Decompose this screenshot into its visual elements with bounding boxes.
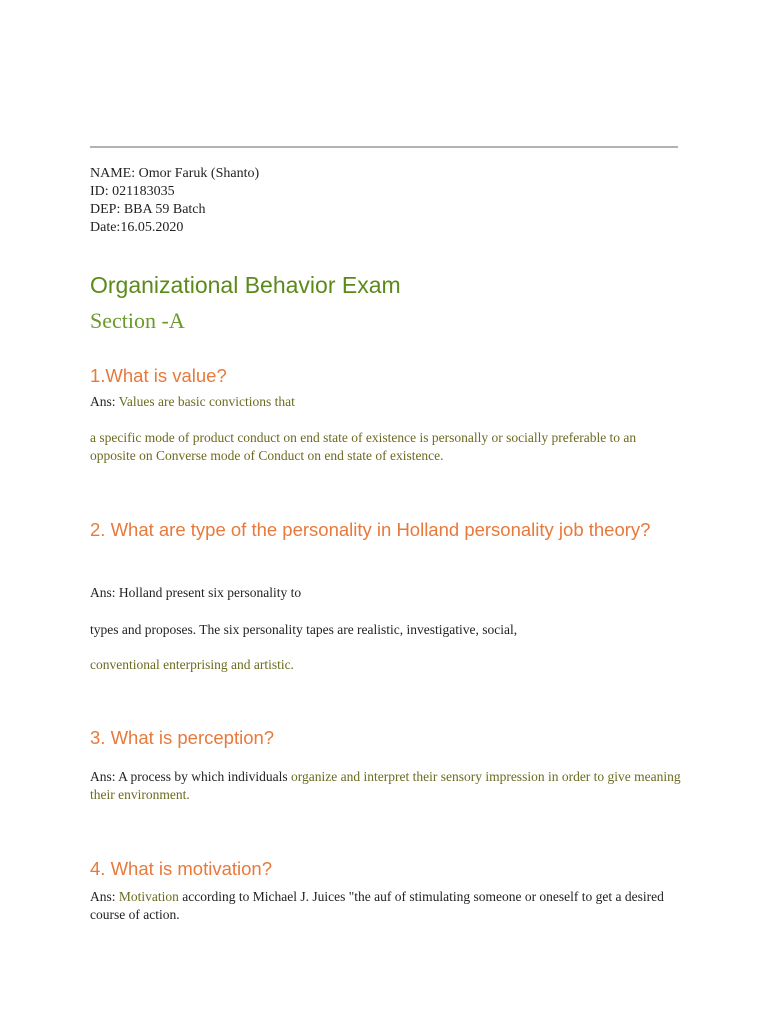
student-name: NAME: Omor Faruk (Shanto) [90, 166, 260, 181]
answer-label: Ans: [90, 585, 116, 600]
question-2-heading: 2. What are type of the personality in Holland personality job theory? [90, 519, 651, 540]
answer-text-green: organize and interpret their sensory impression in order to give meaning their environment. [90, 769, 681, 802]
question-4-heading: 4. What is motivation? [90, 858, 272, 879]
answer-label: Ans: [90, 889, 116, 904]
exam-date: Date:16.05.2020 [90, 220, 184, 235]
question-3-heading: 3. What is perception? [90, 727, 275, 748]
answer-text: Values are basic convictions that [115, 394, 295, 409]
student-id: ID: 021183035 [90, 184, 175, 199]
answer-text: Holland present six personality to [115, 585, 302, 600]
answer-text-dark: A process by which individuals [115, 769, 292, 784]
question-2-answer-line-1 [90, 584, 682, 602]
document-title: Organizational Behavior Exam [90, 272, 401, 298]
question-2-answer-line-3: conventional enterprising and artistic. [90, 657, 294, 672]
answer-text-green: Motivation [115, 889, 183, 904]
question-3-answer [90, 768, 682, 804]
question-1-answer-paragraph: a specific mode of product conduct on end state of existence is personally or socially preferable to an opposite on Converse mode of Conduct on end state of existence. [90, 430, 637, 463]
answer-label: Ans: [90, 394, 116, 409]
horizontal-rule [90, 146, 678, 148]
answer-label: Ans: [90, 769, 116, 784]
question-4-answer [90, 888, 682, 924]
question-2-answer-line-2: types and proposes. The six personality tapes are realistic, investigative, social, [90, 622, 518, 637]
answer-text-dark: according to Michael J. Juices "the auf of stimulating someone or oneself to get a desired course of action. [90, 889, 664, 922]
question-1-answer-line-1 [90, 393, 682, 411]
question-1-heading: 1.What is value? [90, 365, 227, 386]
section-heading: Section -A [90, 308, 185, 333]
student-department: DEP: BBA 59 Batch [90, 202, 206, 217]
